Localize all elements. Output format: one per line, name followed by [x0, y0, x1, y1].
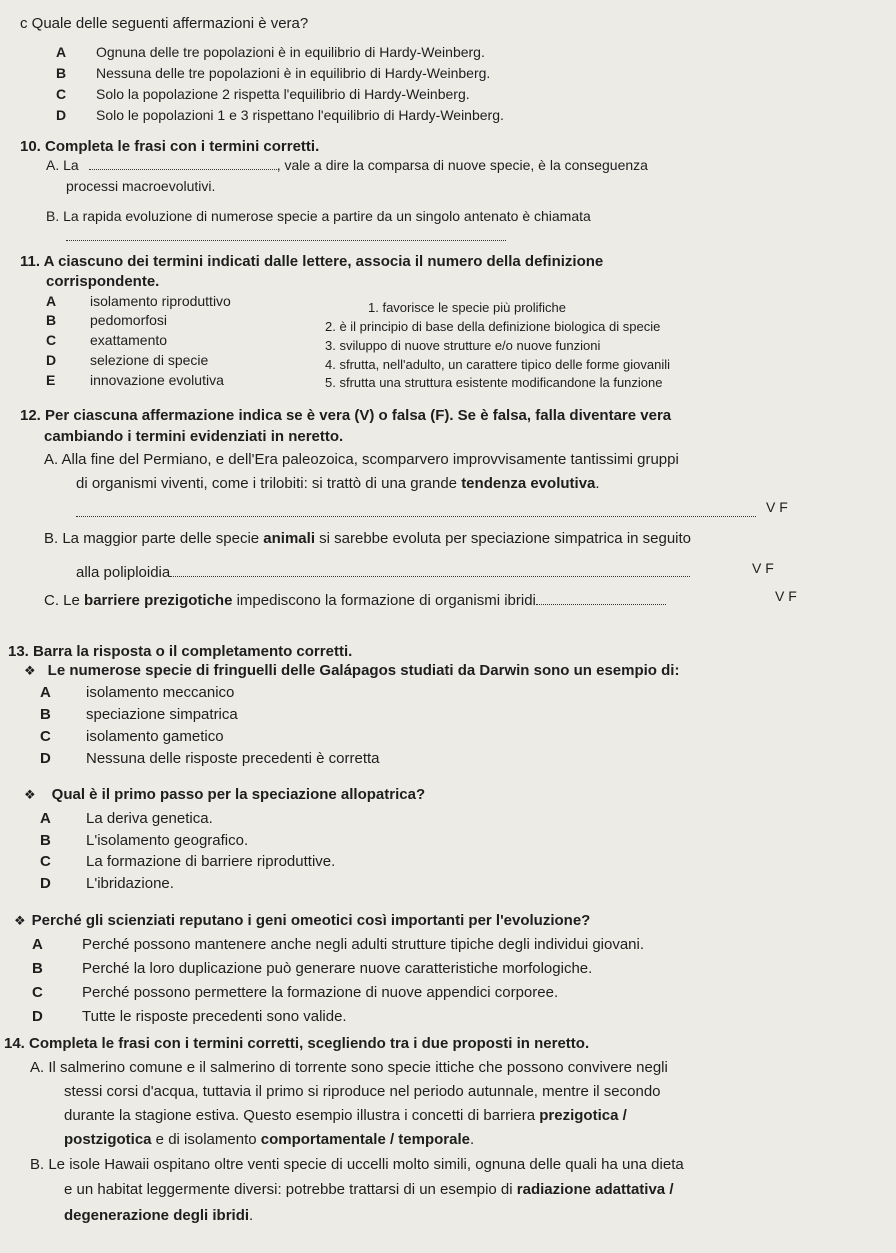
option-b: B Nessuna delle tre popolazioni è in equilibrio di Hardy-Weinberg. — [56, 65, 491, 81]
q13-b2-option-c[interactable]: C La formazione di barriere riproduttive. — [40, 853, 336, 870]
q12-a-line2: di organismi viventi, come i trilobiti: si trattò di una grande tendenza evolutiva. — [76, 475, 600, 492]
q12-b-line2: alla poliploidia — [76, 564, 690, 581]
q13-b3-option-a[interactable]: A Perché possono mantenere anche negli adulti strutture tipiche degli individui giovani. — [32, 936, 645, 953]
q12-title: 12. Per ciascuna affermazione indica se è vera (V) o falsa (F). Se è falsa, falla diventare vera — [20, 407, 672, 424]
q14-b-line2: e un habitat leggermente diversi: potrebbe trattarsi di un esempio di radiazione adattativa / — [64, 1181, 674, 1198]
q13-b2-option-a[interactable]: A La deriva genetica. — [40, 810, 213, 827]
q13-b1-option-a[interactable]: A isolamento meccanico — [40, 684, 235, 701]
q12-c-line1: C. Le barriere prezigotiche impediscono la formazione di organismi ibridi — [44, 592, 666, 609]
q13-block2-question: ❖ Qual è il primo passo per la speciazione allopatrica? — [24, 786, 426, 803]
q14-a-line1: A. Il salmerino comune e il salmerino di torrente sono specie ittiche che possono convivere negli — [30, 1059, 668, 1076]
q13-b2-option-d[interactable]: D L'ibridazione. — [40, 875, 174, 892]
q11-term-e: E innovazione evolutiva — [46, 372, 224, 388]
q11-def-5: 5. sfrutta una struttura esistente modificandone la funzione — [325, 375, 663, 390]
q13-b1-option-b[interactable]: B speciazione simpatrica — [40, 706, 238, 723]
q13-b3-option-c[interactable]: C Perché possono permettere la formazione di nuove appendici corporee. — [32, 984, 559, 1001]
option-d: D Solo le popolazioni 1 e 3 rispettano l'equilibrio di Hardy-Weinberg. — [56, 107, 504, 123]
q11-def-2: 2. è il principio di base della definizione biologica di specie — [325, 319, 661, 334]
q12-b-blank[interactable] — [170, 564, 690, 577]
q12-c-blank[interactable] — [536, 592, 666, 605]
q11-def-1: 1. favorisce le specie più prolifiche — [368, 300, 566, 315]
q12-b-vf[interactable]: V F — [752, 560, 774, 576]
diamond-bullet-icon: ❖ — [24, 787, 36, 802]
q11-term-d: D selezione di specie — [46, 352, 209, 368]
q11-title: 11. A ciascuno dei termini indicati dalle lettere, associa il numero della definizione — [20, 253, 604, 270]
q11-def-4: 4. sfrutta, nell'adulto, un carattere tipico delle forme giovanili — [325, 357, 671, 372]
q10-b-blank[interactable] — [66, 228, 506, 241]
q13-b2-option-b[interactable]: B L'isolamento geografico. — [40, 832, 249, 849]
q10-a-line1: A. La , vale a dire la comparsa di nuove specie, è la conseguenza — [46, 157, 648, 173]
q14-a-line3: durante la stagione estiva. Questo esempio illustra i concetti di barriera prezigotica / — [64, 1107, 627, 1124]
q14-a-line4: postzigotica e di isolamento comportamentale / temporale. — [64, 1131, 475, 1148]
diamond-bullet-icon: ❖ — [14, 913, 26, 928]
q11-def-3: 3. sviluppo di nuove strutture e/o nuove funzioni — [325, 338, 601, 353]
option-c: C Solo la popolazione 2 rispetta l'equilibrio di Hardy-Weinberg. — [56, 86, 470, 102]
q12-a-line1: A. Alla fine del Permiano, e dell'Era paleozoica, scomparvero improvvisamente tantissimi gruppi — [44, 451, 679, 468]
diamond-bullet-icon: ❖ — [24, 663, 36, 678]
q10-a-blank[interactable] — [89, 157, 277, 170]
question-c-text: c Quale delle seguenti affermazioni è vera? — [20, 15, 309, 32]
q12-a-blank[interactable] — [76, 504, 756, 517]
q10-title: 10. Completa le frasi con i termini corretti. — [20, 138, 320, 155]
q13-block3-question: ❖ Perché gli scienziati reputano i geni omeotici così importanti per l'evoluzione? — [14, 912, 591, 929]
q14-b-line1: B. Le isole Hawaii ospitano oltre venti specie di uccelli molto simili, ognuna delle quali ha una dieta — [30, 1156, 684, 1173]
q14-title: 14. Completa le frasi con i termini corretti, scegliendo tra i due proposti in neretto. — [4, 1035, 590, 1052]
q12-c-vf[interactable]: V F — [775, 588, 797, 604]
q13-b1-option-c[interactable]: C isolamento gametico — [40, 728, 224, 745]
q10-a-line2: processi macroevolutivi. — [66, 178, 216, 194]
q11-term-c: C exattamento — [46, 332, 168, 348]
q12-a-vf[interactable]: V F — [766, 499, 788, 515]
option-a: A Ognuna delle tre popolazioni è in equilibrio di Hardy-Weinberg. — [56, 44, 485, 60]
q13-b3-option-b[interactable]: B Perché la loro duplicazione può generare nuove caratteristiche morfologiche. — [32, 960, 593, 977]
q10-b-line1: B. La rapida evoluzione di numerose specie a partire da un singolo antenato è chiamata — [46, 208, 591, 224]
q13-title: 13. Barra la risposta o il completamento corretti. — [8, 643, 353, 660]
q12-b-line1: B. La maggior parte delle specie animali si sarebbe evoluta per speciazione simpatrica in seguito — [44, 530, 692, 547]
q11-term-a: A isolamento riproduttivo — [46, 293, 231, 309]
q14-b-line3: degenerazione degli ibridi. — [64, 1207, 254, 1224]
q13-block1-question: ❖ Le numerose specie di fringuelli delle Galápagos studiati da Darwin sono un esempio di: — [24, 662, 680, 679]
q14-a-line2: stessi corsi d'acqua, tuttavia il primo si riproduce nel periodo autunnale, mentre il secondo — [64, 1083, 661, 1100]
q11-term-b: B pedomorfosi — [46, 312, 168, 328]
q12-title-cont: cambiando i termini evidenziati in neretto. — [44, 428, 344, 445]
q11-title-cont: corrispondente. — [46, 273, 160, 290]
q13-b3-option-d[interactable]: D Tutte le risposte precedenti sono valide. — [32, 1008, 347, 1025]
q13-b1-option-d[interactable]: D Nessuna delle risposte precedenti è corretta — [40, 750, 380, 767]
